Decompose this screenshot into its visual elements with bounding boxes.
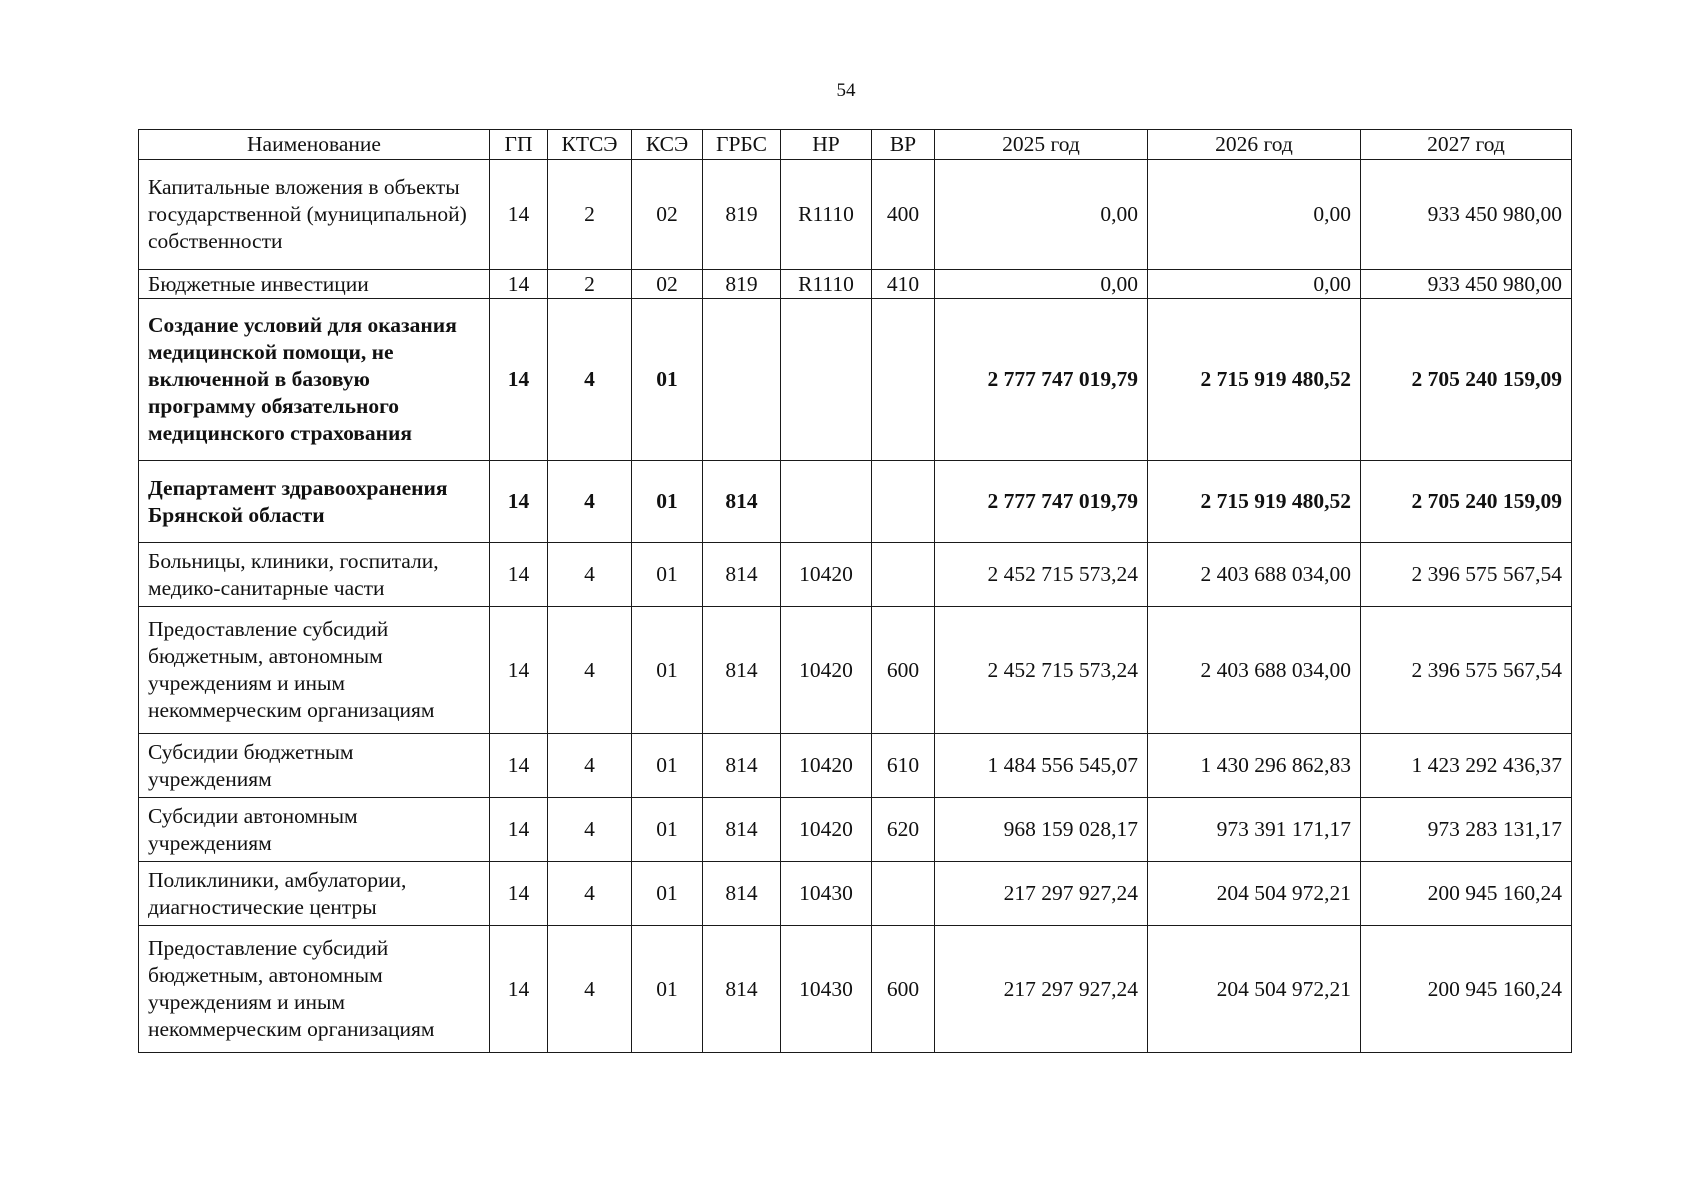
- row-grbs: 814: [703, 543, 781, 607]
- row-name: Больницы, клиники, госпитали, медико-санитарные части: [139, 543, 490, 607]
- row-ktse: 4: [548, 299, 632, 461]
- header-gp: ГП: [490, 130, 548, 160]
- row-kse: 01: [632, 299, 703, 461]
- row-grbs: 814: [703, 734, 781, 798]
- row-vr: 410: [872, 270, 935, 299]
- row-2025: 968 159 028,17: [935, 798, 1148, 862]
- row-2027: 933 450 980,00: [1361, 160, 1572, 270]
- row-name: Создание условий для оказания медицинской помощи, не включенной в базовую программу обязательного медицинского страхования: [139, 299, 490, 461]
- row-2026: 2 403 688 034,00: [1148, 607, 1361, 734]
- row-name: Бюджетные инвестиции: [139, 270, 490, 299]
- table-row: [139, 798, 1572, 862]
- row-grbs: 814: [703, 926, 781, 1053]
- row-grbs: 814: [703, 798, 781, 862]
- row-2026: 204 504 972,21: [1148, 926, 1361, 1053]
- row-ktse: 4: [548, 461, 632, 543]
- row-ktse: 2: [548, 270, 632, 299]
- row-gp: 14: [490, 607, 548, 734]
- row-2025: 2 777 747 019,79: [935, 299, 1148, 461]
- row-vr: 600: [872, 926, 935, 1053]
- row-kse: 01: [632, 461, 703, 543]
- table-row: [139, 270, 1572, 299]
- header-ktse: КТСЭ: [548, 130, 632, 160]
- row-vr: 600: [872, 607, 935, 734]
- table-row: [139, 734, 1572, 798]
- row-name: Субсидии автономным учреждениям: [139, 798, 490, 862]
- table-row: [139, 160, 1572, 270]
- row-2026: 2 715 919 480,52: [1148, 299, 1361, 461]
- row-kse: 01: [632, 798, 703, 862]
- row-kse: 01: [632, 607, 703, 734]
- row-name: Предоставление субсидий бюджетным, автономным учреждениям и иным некоммерческим организациям: [139, 607, 490, 734]
- table-header-row: [139, 130, 1572, 160]
- row-vr: 610: [872, 734, 935, 798]
- row-ktse: 4: [548, 734, 632, 798]
- row-ktse: 4: [548, 543, 632, 607]
- row-kse: 01: [632, 543, 703, 607]
- table-row: [139, 461, 1572, 543]
- row-nr: 10420: [781, 734, 872, 798]
- table-row: [139, 299, 1572, 461]
- header-grbs: ГРБС: [703, 130, 781, 160]
- row-2027: 933 450 980,00: [1361, 270, 1572, 299]
- row-2025: 1 484 556 545,07: [935, 734, 1148, 798]
- table-row: [139, 862, 1572, 926]
- row-2025: 2 452 715 573,24: [935, 543, 1148, 607]
- row-2027: 200 945 160,24: [1361, 926, 1572, 1053]
- row-nr: 10430: [781, 926, 872, 1053]
- row-name: Субсидии бюджетным учреждениям: [139, 734, 490, 798]
- row-2027: 2 396 575 567,54: [1361, 543, 1572, 607]
- row-grbs: 814: [703, 607, 781, 734]
- row-gp: 14: [490, 270, 548, 299]
- row-vr: [872, 461, 935, 543]
- row-gp: 14: [490, 543, 548, 607]
- row-vr: [872, 299, 935, 461]
- row-vr: 400: [872, 160, 935, 270]
- row-2027: 1 423 292 436,37: [1361, 734, 1572, 798]
- row-name: Поликлиники, амбулатории, диагностические центры: [139, 862, 490, 926]
- row-gp: 14: [490, 798, 548, 862]
- row-vr: [872, 862, 935, 926]
- row-nr: [781, 461, 872, 543]
- header-nr: НР: [781, 130, 872, 160]
- row-vr: 620: [872, 798, 935, 862]
- row-nr: R1110: [781, 160, 872, 270]
- row-ktse: 4: [548, 926, 632, 1053]
- header-2026: 2026 год: [1148, 130, 1361, 160]
- row-2025: 0,00: [935, 270, 1148, 299]
- row-2026: 0,00: [1148, 160, 1361, 270]
- row-gp: 14: [490, 299, 548, 461]
- row-2027: 2 396 575 567,54: [1361, 607, 1572, 734]
- row-2025: 217 297 927,24: [935, 926, 1148, 1053]
- row-name: Предоставление субсидий бюджетным, автономным учреждениям и иным некоммерческим организациям: [139, 926, 490, 1053]
- row-nr: 10430: [781, 862, 872, 926]
- table-row: [139, 607, 1572, 734]
- header-vr: ВР: [872, 130, 935, 160]
- row-2026: 973 391 171,17: [1148, 798, 1361, 862]
- row-gp: 14: [490, 461, 548, 543]
- row-ktse: 2: [548, 160, 632, 270]
- table-row: [139, 926, 1572, 1053]
- table-row: [139, 543, 1572, 607]
- row-2027: 200 945 160,24: [1361, 862, 1572, 926]
- row-nr: 10420: [781, 543, 872, 607]
- row-2026: 1 430 296 862,83: [1148, 734, 1361, 798]
- row-gp: 14: [490, 926, 548, 1053]
- row-2027: 2 705 240 159,09: [1361, 299, 1572, 461]
- row-2025: 217 297 927,24: [935, 862, 1148, 926]
- row-gp: 14: [490, 862, 548, 926]
- row-2026: 204 504 972,21: [1148, 862, 1361, 926]
- row-name: Капитальные вложения в объекты государственной (муниципальной) собственности: [139, 160, 490, 270]
- row-ktse: 4: [548, 862, 632, 926]
- row-gp: 14: [490, 734, 548, 798]
- row-2026: 2 403 688 034,00: [1148, 543, 1361, 607]
- header-name: Наименование: [139, 130, 490, 160]
- row-nr: 10420: [781, 798, 872, 862]
- row-2025: 2 452 715 573,24: [935, 607, 1148, 734]
- row-nr: R1110: [781, 270, 872, 299]
- header-2027: 2027 год: [1361, 130, 1572, 160]
- row-grbs: 819: [703, 270, 781, 299]
- row-ktse: 4: [548, 798, 632, 862]
- budget-table: [138, 129, 1572, 1053]
- row-2025: 0,00: [935, 160, 1148, 270]
- row-2027: 2 705 240 159,09: [1361, 461, 1572, 543]
- row-vr: [872, 543, 935, 607]
- row-nr: 10420: [781, 607, 872, 734]
- header-2025: 2025 год: [935, 130, 1148, 160]
- row-grbs: 819: [703, 160, 781, 270]
- row-grbs: 814: [703, 862, 781, 926]
- row-2026: 2 715 919 480,52: [1148, 461, 1361, 543]
- row-kse: 01: [632, 862, 703, 926]
- row-kse: 02: [632, 270, 703, 299]
- row-nr: [781, 299, 872, 461]
- row-2026: 0,00: [1148, 270, 1361, 299]
- row-kse: 01: [632, 926, 703, 1053]
- header-kse: КСЭ: [632, 130, 703, 160]
- row-grbs: 814: [703, 461, 781, 543]
- row-grbs: [703, 299, 781, 461]
- row-2027: 973 283 131,17: [1361, 798, 1572, 862]
- row-kse: 02: [632, 160, 703, 270]
- row-kse: 01: [632, 734, 703, 798]
- row-ktse: 4: [548, 607, 632, 734]
- row-name: Департамент здравоохранения Брянской области: [139, 461, 490, 543]
- row-2025: 2 777 747 019,79: [935, 461, 1148, 543]
- row-gp: 14: [490, 160, 548, 270]
- page-number: 54: [836, 80, 856, 101]
